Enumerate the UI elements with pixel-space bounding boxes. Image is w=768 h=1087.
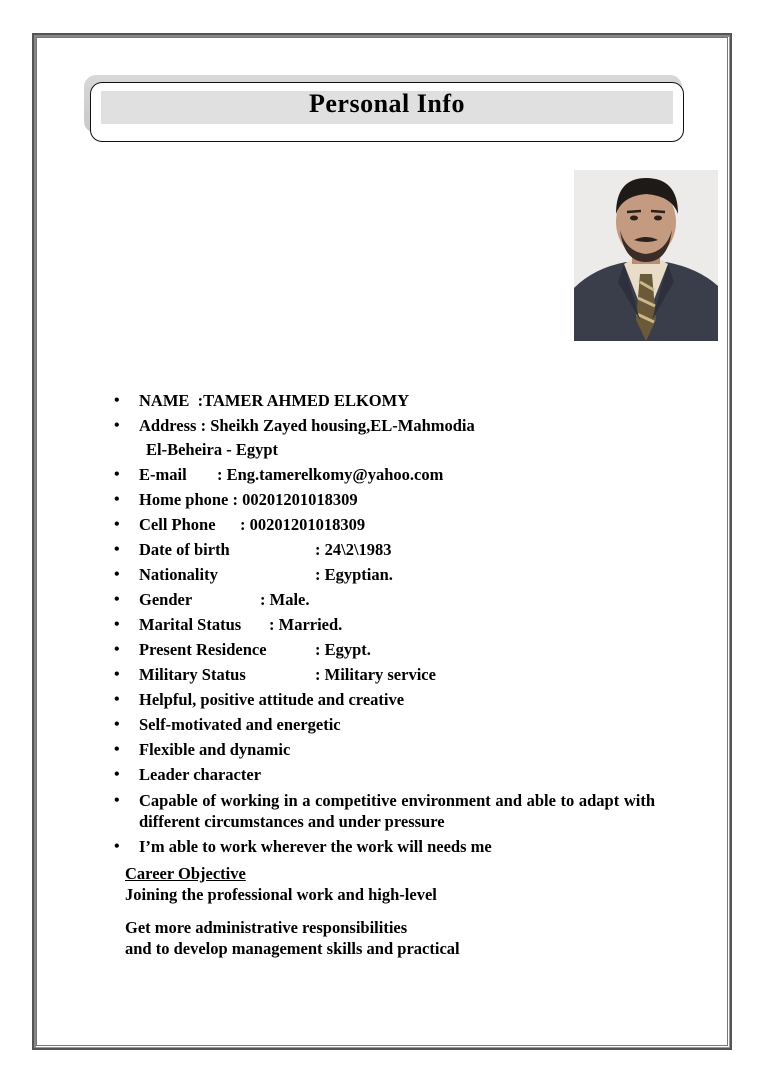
list-item-address [110, 416, 655, 460]
list-item-cell-phone [110, 515, 655, 535]
career-objective-line3: and to develop management skills and practical [125, 939, 460, 958]
list-item-name [110, 391, 655, 411]
name-value: :TAMER AHMED ELKOMY [197, 391, 410, 410]
list-item-trait: • Flexible and dynamic [110, 740, 655, 760]
cell-phone-label: Cell Phone [139, 515, 216, 534]
address-line1: Address : Sheikh Zayed housing,EL-Mahmodia [139, 416, 475, 435]
cell-phone-value: : 00201201018309 [240, 515, 366, 534]
list-item-dob [110, 540, 655, 560]
career-objective-section [125, 863, 665, 959]
title-banner [90, 82, 684, 142]
address-line2: El-Beheira - Egypt [146, 440, 278, 459]
email-value: : Eng.tamerelkomy@yahoo.com [217, 465, 444, 484]
nationality-label: Nationality [139, 565, 218, 584]
list-item-residence [110, 640, 655, 660]
list-item-gender [110, 590, 655, 610]
marital-label: Marital Status [139, 615, 242, 634]
email-label: E-mail [139, 465, 187, 484]
career-objective-heading: Career Objective [125, 864, 246, 883]
list-item-marital [110, 615, 655, 635]
spacer [125, 905, 665, 917]
list-item-nationality [110, 565, 655, 585]
name-label: NAME [139, 391, 190, 410]
list-item-email [110, 465, 655, 485]
marital-value: : Married. [269, 615, 343, 634]
military-value: : Military service [315, 665, 436, 684]
profile-photo-image [574, 170, 718, 341]
career-objective-line1: Joining the professional work and high-level [125, 885, 437, 904]
dob-value: : 24\2\1983 [315, 540, 392, 559]
list-item-trait: • Helpful, positive attitude and creative [110, 690, 655, 710]
residence-value: : Egypt. [315, 640, 371, 659]
list-item-trait: • I’m able to work wherever the work will needs me [110, 837, 655, 857]
gender-value: : Male. [260, 590, 310, 609]
career-objective-line2: Get more administrative responsibilities [125, 918, 408, 937]
personal-details-list [110, 391, 655, 862]
gender-label: Gender [139, 590, 193, 609]
list-item-military [110, 665, 655, 685]
list-item-trait: • Leader character [110, 765, 655, 785]
list-item-trait: • Capable of working in a competitive environment and able to adapt with different circumstances and under pressure [110, 790, 655, 832]
residence-label: Present Residence [139, 640, 267, 659]
list-item-trait: • Self-motivated and energetic [110, 715, 655, 735]
list-item-home-phone [110, 490, 655, 510]
profile-photo [574, 170, 718, 341]
nationality-value: : Egyptian. [315, 565, 393, 584]
military-label: Military Status [139, 665, 246, 684]
page-title: Personal Info [309, 89, 465, 118]
home-phone-text: Home phone : 00201201018309 [139, 490, 358, 509]
dob-label: Date of birth [139, 540, 230, 559]
